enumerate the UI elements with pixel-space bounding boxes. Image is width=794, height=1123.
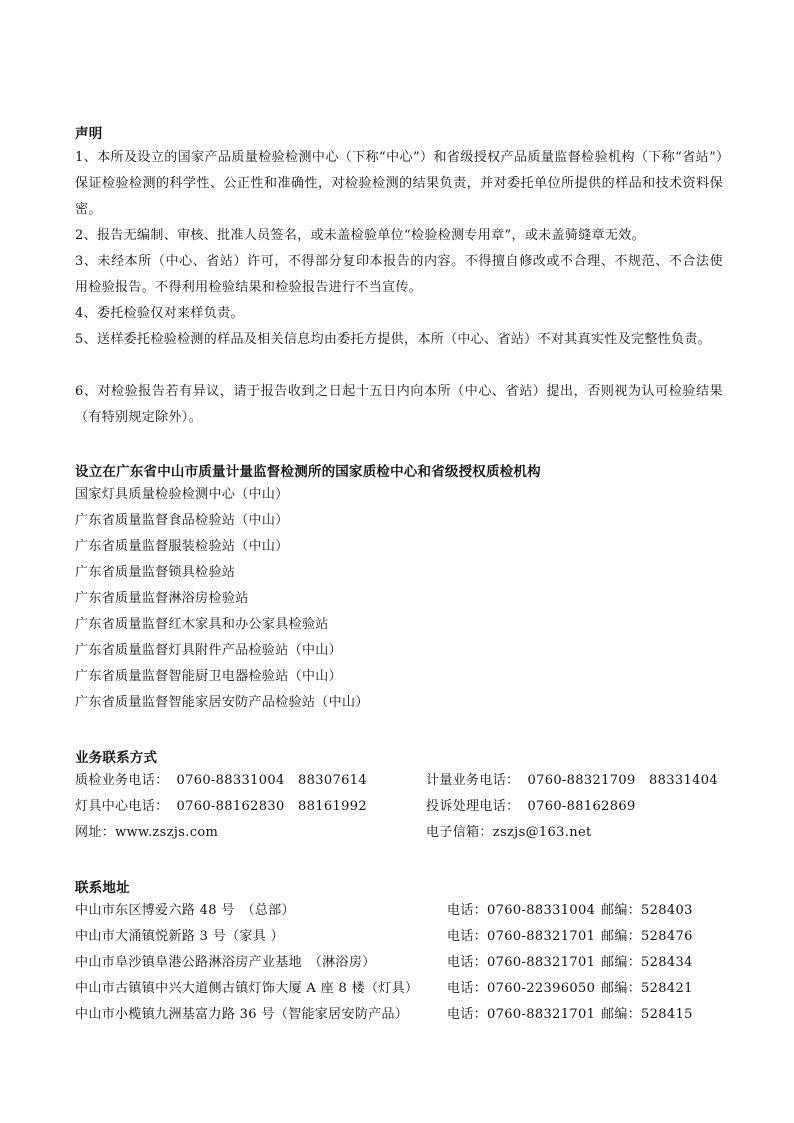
institution-item: 广东省质量监督食品检验站（中山） <box>75 513 289 528</box>
metrology-phone <box>426 772 718 790</box>
address-phone: 电话：0760-88321701 <box>447 929 596 944</box>
contact-label: 质检业务电话： <box>75 773 169 788</box>
address-text: 中山市古镇镇中兴大道侧古镇灯饰大厦 A 座 8 楼（灯具） <box>75 981 419 996</box>
institution-item: 广东省质量监督淋浴房检验站 <box>75 591 249 606</box>
institution-item: 广东省质量监督智能厨卫电器检验站（中山） <box>75 669 343 684</box>
institution-item: 广东省质量监督服装检验站（中山） <box>75 539 289 554</box>
address-postcode: 邮编：528415 <box>601 1007 693 1022</box>
complaint-phone <box>426 798 636 816</box>
email <box>426 824 592 842</box>
contact-label: 计量业务电话： <box>426 773 520 788</box>
statement-item-1: 1、本所及设立的国家产品质量检验检测中心（下称“中心”）和省级授权产品质量监督检验机构（下称“省站”）保证检验检测的科学性、公正性和准确性，对检验检测的结果负责，并对委托单位所提供的样品和技术资料保密。 <box>75 150 723 217</box>
institution-item: 广东省质量监督智能家居安防产品检验站（中山） <box>75 695 369 710</box>
website-link[interactable]: www.zszjs.com <box>115 825 219 840</box>
statement-item-2: 2、报告无编制、审核、批准人员签名，或未盖检验单位“检验检测专用章”，或未盖骑缝章无效。 <box>75 228 645 243</box>
quality-inspection-phone <box>75 772 367 790</box>
contact-value: 0760-88162869 <box>527 799 636 814</box>
contact-label: 电子信箱： <box>426 825 493 840</box>
contact-label: 投诉处理电话： <box>426 799 520 814</box>
website <box>75 824 218 842</box>
institution-item: 国家灯具质量检验检测中心（中山） <box>75 487 289 502</box>
addresses-heading: 联系地址 <box>75 880 130 896</box>
email-link[interactable]: zszjs@163.net <box>492 825 592 840</box>
address-text: 中山市阜沙镇阜港公路淋浴房产业基地 （淋浴房） <box>75 955 376 970</box>
statement-item-5: 5、送样委托检验检测的样品及相关信息均由委托方提供，本所（中心、省站）不对其真实性及完整性负责。 <box>75 332 712 347</box>
contacts-heading: 业务联系方式 <box>75 750 158 766</box>
address-phone: 电话：0760-88321701 <box>447 955 596 970</box>
lighting-center-phone <box>75 798 367 816</box>
address-phone: 电话：0760-22396050 <box>447 981 596 996</box>
contact-label: 网址： <box>75 825 116 840</box>
address-text: 中山市东区博爱六路 48 号 （总部） <box>75 903 295 918</box>
address-text: 中山市小榄镇九洲基富力路 36 号（智能家居安防产品） <box>75 1007 409 1022</box>
institution-item: 广东省质量监督灯具附件产品检验站（中山） <box>75 643 343 658</box>
address-postcode: 邮编：528476 <box>601 929 693 944</box>
statement-item-4: 4、委托检验仅对来样负责。 <box>75 306 244 321</box>
address-postcode: 邮编：528403 <box>601 903 693 918</box>
address-postcode: 邮编：528434 <box>601 955 693 970</box>
statement-heading: 声明 <box>75 126 103 142</box>
institution-item: 广东省质量监督红木家具和办公家具检验站 <box>75 617 329 632</box>
contact-value: 0760-88331004 88307614 <box>176 773 367 788</box>
address-phone: 电话：0760-88321701 <box>447 1007 596 1022</box>
contact-value: 0760-88162830 88161992 <box>176 799 367 814</box>
statement-item-6: 6、对检验报告若有异议，请于报告收到之日起十五日内向本所（中心、省站）提出，否则视为认可检验结果（有特别规定除外）。 <box>75 384 723 425</box>
contact-label: 灯具中心电话： <box>75 799 169 814</box>
contact-value: 0760-88321709 88331404 <box>527 773 718 788</box>
address-phone: 电话：0760-88331004 <box>447 903 596 918</box>
institutions-heading: 设立在广东省中山市质量计量监督检测所的国家质检中心和省级授权质检机构 <box>75 464 541 480</box>
address-postcode: 邮编：528421 <box>601 981 693 996</box>
address-text: 中山市大涌镇悦新路 3 号（家具 ） <box>75 929 284 944</box>
statement-item-3: 3、未经本所（中心、省站）许可，不得部分复印本报告的内容。不得擅自修改或不合理、不规范、不合法使用检验报告。不得利用检验结果和检验报告进行不当宣传。 <box>75 254 723 295</box>
institution-item: 广东省质量监督锁具检验站 <box>75 565 236 580</box>
